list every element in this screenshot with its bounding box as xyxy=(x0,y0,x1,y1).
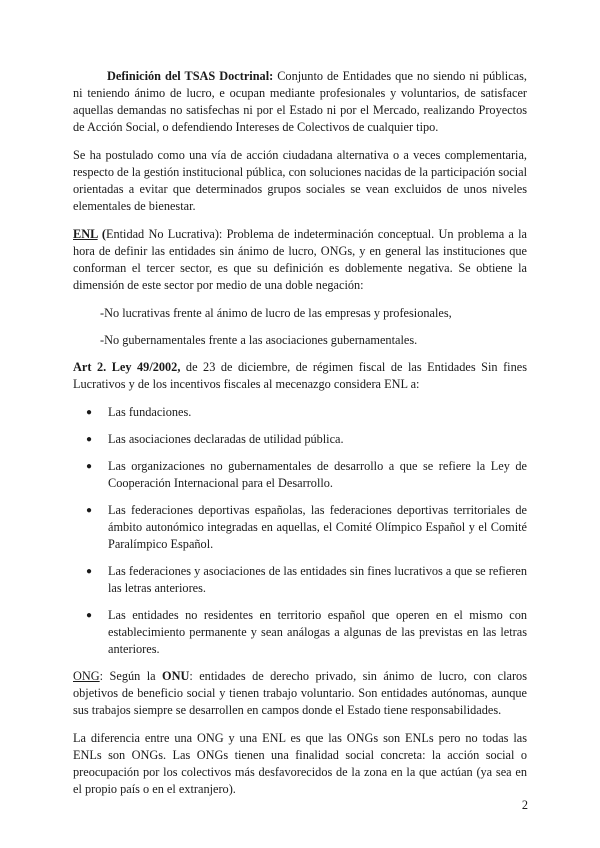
onu-term: ONU xyxy=(162,669,190,683)
ong-text: : entidades de derecho privado, sin ánimo de lucro, con claros objetivos de beneficio social y tienen trabajo voluntario. Son entidades autónomas, aunque sus trabajos siempre se desarrollen en campos donde el Estado tiene responsabilidades. xyxy=(73,669,527,717)
law-text: de 23 de diciembre, de régimen fiscal de las Entidades Sin fines Lucrativos y de los incentivos fiscales al mecenazgo considera ENL a: xyxy=(73,360,527,391)
enl-term: ENL xyxy=(73,227,98,241)
enl-paragraph xyxy=(73,226,527,294)
list-item: ● Las entidades no residentes en territorio español que operen en el mismo con establecimiento permanente y sean análogas a algunas de las previstas en las letras anteriores. xyxy=(86,608,527,656)
enl-paren: ( xyxy=(97,227,106,241)
law-paragraph xyxy=(73,359,527,393)
list-item: ● Las federaciones y asociaciones de las entidades sin fines lucrativos a que se refieren las letras anteriores. xyxy=(86,564,527,595)
list-item: ● Las asociaciones declaradas de utilidad pública. xyxy=(86,432,344,446)
ong-paragraph xyxy=(73,668,527,719)
enl-text: Entidad No Lucrativa): Problema de indeterminación conceptual. Un problema a la hora de definir las entidades sin ánimo de lucro, ONGs, y en general las instituciones que conforman el tercer sector, es que su definición es doblemente negativa. Se obtiene la dimensión de este sector por medio de una doble negación: xyxy=(73,227,528,292)
enl-bullet-list xyxy=(73,404,527,658)
list-item: ● Las organizaciones no gubernamentales de desarrollo a que se refiere la Ley de Cooperación Internacional para el Desarrollo. xyxy=(86,459,527,490)
bullet-icon: ● xyxy=(86,566,93,577)
dash-item-2: -No gubernamentales frente a las asociaciones gubernamentales. xyxy=(100,333,418,347)
postulate-paragraph: Se ha postulado como una vía de acción ciudadana alternativa o a veces complementaria, respecto de la gestión institucional pública, con soluciones nacidas de la participación social orientadas a evitar que determinados grupos sociales se vean excluidos de unos niveles elementales de bienestar. xyxy=(73,148,527,213)
law-term: Art 2. Ley 49/2002, xyxy=(73,360,181,374)
bullet-icon: ● xyxy=(86,610,93,621)
bullet-icon: ● xyxy=(86,505,93,516)
ong-mid: : Según la xyxy=(99,669,163,683)
page-number: 2 xyxy=(521,798,528,812)
dash-item-1: -No lucrativas frente al ánimo de lucro de las empresas y profesionales, xyxy=(100,306,452,320)
bullet-icon: ● xyxy=(86,461,93,472)
definition-text: Conjunto de Entidades que no siendo ni públicas, ni teniendo ánimo de lucro, e ocupan mediante profesionales y voluntarios, de satisfacer aquellas demandas no satisfechas ni por el Estado ni por el Mercado, realizando Proyectos de Acción Social, o defendiendo Intereses de Colectivos de cualquier tipo. xyxy=(73,69,527,134)
difference-paragraph: La diferencia entre una ONG y una ENL es que las ONGs son ENLs pero no todas las ENLs son ONGs. Las ONGs tienen una finalidad social concreta: la acción social o preocupación por los colectivos más desfavorecidos de la zona en la que actúan (ya sea en el propio país o en el extranjero). xyxy=(73,731,527,796)
ong-term: ONG xyxy=(73,669,100,683)
definition-paragraph xyxy=(73,68,527,136)
bullet-icon: ● xyxy=(86,434,93,445)
definition-term: Definición del TSAS Doctrinal: xyxy=(107,69,274,83)
list-item: ● Las federaciones deportivas españolas, las federaciones deportivas territoriales de ámbito autonómico integradas en aquellas, el Comité Olímpico Español y el Comité Paralímpico Español. xyxy=(86,503,527,551)
list-item: ● Las fundaciones. xyxy=(86,405,192,419)
bullet-icon: ● xyxy=(86,407,93,418)
